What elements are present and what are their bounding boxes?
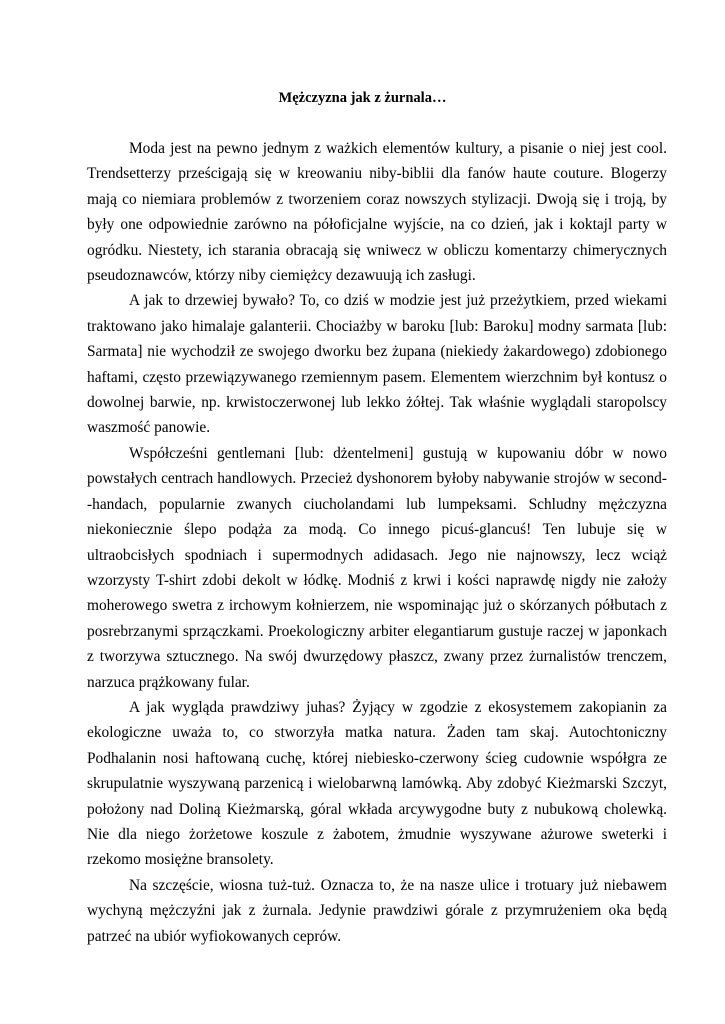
- paragraph-2: A jak to drzewiej bywało? To, co dziś w modzie jest już przeżytkiem, przed wiekami traktowano jako himalaje galanterii. Chociażby w baroku [lub: Baroku] modny sarmata [lub: Sarmata] nie wychodził ze swojego dworku bez żupana (niekiedy żakardowego) zdobionego haftami, często przewiązywanego rzemiennym pasem. Elementem wierzchnim był kontusz o dowolnej barwie, np. krwistoczerwonej lub lekko żółtej. Tak właśnie wyglądali staropolscy waszmość panowie.: [87, 292, 667, 437]
- paragraph-4: A jak wygląda prawdziwy juhas? Żyjący w zgodzie z ekosystemem zakopianin za ekologiczne uważa to, co stworzyła matka natura. Żaden tam skaj. Autochtoniczny Podhalanin nosi haftowaną cuchę, której niebiesko-czerwony ścieg cudownie współgra ze skrupulatnie wyszywaną parzenicą i wielobarwną lamówką. Aby zdobyć Kieżmarski Szczyt, położony nad Doliną Kieżmarską, góral wkłada arcywygodne buty z nubukową cholewką. Nie dla niego żorżetowe koszule z żabotem, żmudnie wyszywane ażurowe sweterki i rzekomo mosiężne bransolety.: [87, 698, 667, 869]
- paragraph-3: Współcześni gentlemani [lub: dżentelmeni] gustują w kupowaniu dóbr w nowo powstałych centrach handlowych. Przecież dyshonorem byłoby nabywanie strojów w second--handach, popularnie zwanych ciucholandami lub lumpeksami. Schludny mężczyzna niekoniecznie ślepo podąża za modą. Co innego picuś-glancuś! Ten lubuje się w ultraobcisłych spodniach i supermodnych adidasach. Jego nie najnowszy, lecz wciąż wzorzysty T-shirt zdobi dekolt w łódkę. Modniś z krwi i kości naprawdę nigdy nie założy moherowego swetra z irchowym kołnierzem, nie wspominając już o skórzanych półbutach z posrebrzanymi sprzączkami. Proekologiczny arbiter elegantiarum gustuje raczej w japonkach z tworzywa sztucznego. Na swój dwurzędowy płaszcz, zwany przez żurnalistów trenczem, narzuca prążkowany fular.: [87, 444, 667, 691]
- paragraph-5: Na szczęście, wiosna tuż-tuż. Oznacza to, że na nasze ulice i trotuary już niebawem wychyną mężczyźni jak z żurnala. Jedynie prawdziwi górale z przymrużeniem oka będą patrzeć na ubiór wyfiokowanych ceprów.: [87, 876, 667, 945]
- paragraph-1: Moda jest na pewno jednym z ważkich elementów kultury, a pisanie o niej jest cool. Trendsetterzy prześcigają się w kreowaniu niby-biblii dla fanów haute couture. Blogerzy mają co niemiara problemów z tworzeniem coraz nowszych stylizacji. Dwoją się i troją, by były one odpowiednie zarówno na półoficjalne wyjście, na co dzień, jak i koktajl party w ogródku. Niestety, ich starania obracają się wniwecz w obliczu komentarzy chimerycznych pseudoznawców, którzy niby ciemiężcy dezawuują ich zasługi.: [87, 140, 667, 285]
- page-title: Mężczyzna jak z żurnala…: [278, 90, 447, 106]
- article-body: [87, 136, 667, 949]
